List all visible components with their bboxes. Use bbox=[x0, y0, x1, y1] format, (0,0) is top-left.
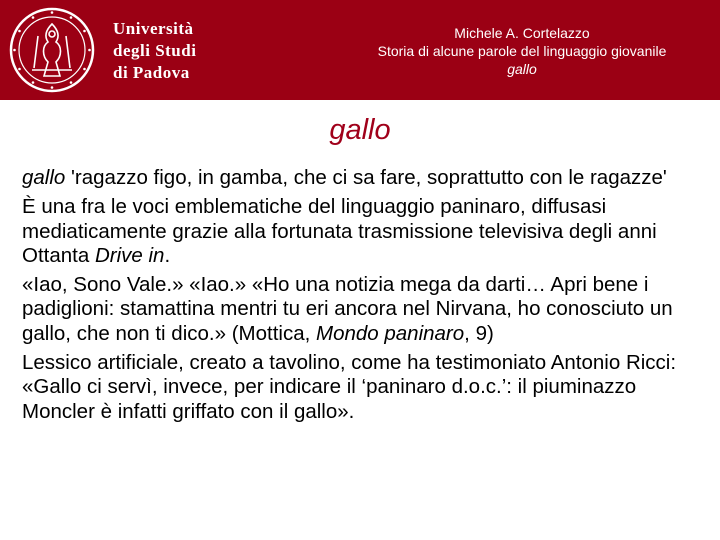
university-logo-text bbox=[113, 18, 196, 84]
definition-paragraph bbox=[22, 166, 712, 190]
book-title: Mondo paninaro bbox=[316, 321, 465, 345]
logo-line-1: Università bbox=[113, 19, 194, 38]
quote-end: , 9) bbox=[464, 321, 494, 345]
author-name: Michele A. Cortelazzo bbox=[454, 25, 590, 41]
logo-line-2: degli Studi bbox=[113, 41, 197, 60]
course-title: Storia di alcune parole del linguaggio giovanile bbox=[377, 43, 667, 59]
slide-title: gallo bbox=[329, 114, 391, 146]
slide-body bbox=[22, 166, 712, 424]
lexicon-text: Lessico artificiale, creato a tavolino, come ha testimoniato Antonio Ricci: «Gallo ci servì, invece, per indicare il ‘paninaro d.o.c.’: il piuminazzo Moncler è infatti griffato con il gallo». bbox=[22, 351, 677, 423]
history-paragraph bbox=[22, 195, 712, 268]
header-bar bbox=[0, 0, 720, 100]
history-end: . bbox=[164, 243, 171, 267]
slide-meta bbox=[342, 24, 702, 78]
term: gallo bbox=[22, 166, 66, 189]
logo-line-3: di Padova bbox=[113, 63, 190, 82]
university-seal-icon bbox=[8, 6, 96, 94]
slide-topic: gallo bbox=[507, 61, 537, 77]
lexicon-paragraph bbox=[22, 351, 712, 424]
history-text: È una fra le voci emblematiche del linguaggio paninaro, diffusasi mediaticamente grazie alla fortunata trasmissione televisiva degli anni Ottanta bbox=[22, 195, 657, 267]
quote-paragraph bbox=[22, 273, 712, 346]
definition-text: 'ragazzo figo, in gamba, che ci sa fare, soprattutto con le ragazze' bbox=[65, 166, 667, 189]
quote-text: «Iao, Sono Vale.» «Iao.» «Ho una notizia mega da darti… Apri bene i padiglioni: stamattina mentri tu eri ancora nel Nirvana, ho conosciuto un gallo, che non ti dico.» (Mottica, bbox=[22, 273, 673, 345]
show-title: Drive in bbox=[94, 243, 165, 267]
